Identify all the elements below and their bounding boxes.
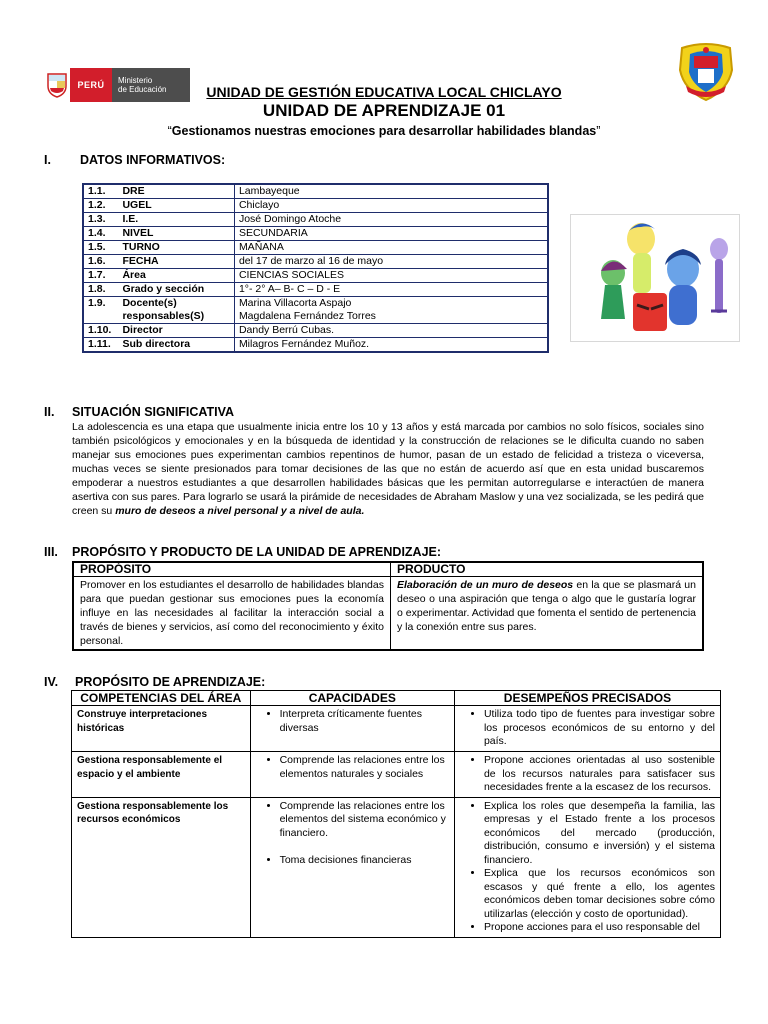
proposito-text: Promover en los estudiantes el desarrollo de habilidades blandas para que puedan gestionar sus emociones pues la economía influye en las necesidades al facilitar la interacción social a través de bienes y servicios, así como del reconocimiento y éxito personal. — [73, 577, 391, 651]
peru-label: PERÚ — [70, 68, 112, 102]
section4-heading — [44, 675, 265, 689]
ministry-line1: Ministerio — [118, 76, 153, 85]
section3-number: III. — [44, 545, 58, 559]
desempenos-cell — [454, 752, 720, 798]
unit-subtitle-text: Gestionamos nuestras emociones para desarrollar habilidades blandas — [171, 124, 597, 138]
section4-title: PROPÓSITO DE APRENDIZAJE: — [75, 675, 266, 689]
datos-row — [83, 241, 548, 255]
competencias-header: COMPETENCIAS DEL ÁREA — [72, 691, 251, 706]
datos-row-label: I.E. — [118, 213, 234, 227]
datos-row-label: Sub directora — [118, 338, 234, 353]
desempeno-item: • Propone acciones orientadas al uso sostenible de los recursos naturales para satisfacer sus necesidades frente a la escasez de los recursos. — [484, 754, 715, 795]
datos-row — [83, 324, 548, 338]
desempenos-header: DESEMPEÑOS PRECISADOS — [454, 691, 720, 706]
datos-row-label: DRE — [118, 184, 234, 199]
datos-row — [83, 227, 548, 241]
desempenos-cell — [454, 797, 720, 937]
datos-row-value: 1°- 2° A– B- C – D - E — [234, 283, 548, 297]
datos-informativos-table — [82, 183, 549, 353]
datos-row — [83, 213, 548, 227]
datos-row-value: Dandy Berrú Cubas. — [234, 324, 548, 338]
datos-row-value: José Domingo Atoche — [234, 213, 548, 227]
datos-row — [83, 255, 548, 269]
datos-row-number: 1.8. — [83, 283, 118, 297]
quote-open: “ — [167, 124, 172, 138]
datos-row-value: CIENCIAS SOCIALES — [234, 269, 548, 283]
section2-heading — [44, 405, 234, 419]
capacidad-item: • Comprende las relaciones entre los elementos naturales y sociales — [280, 754, 449, 781]
capacidad-item: • Comprende las relaciones entre los elementos del sistema económico y financiero. — [280, 800, 449, 841]
section2-number: II. — [44, 405, 55, 419]
capacidad-item: • Interpreta críticamente fuentes diversas — [280, 708, 449, 735]
datos-row-label: FECHA — [118, 255, 234, 269]
producto-header: PRODUCTO — [391, 562, 704, 577]
desempeno-item: • Explica los roles que desempeña la familia, las empresas y el Estado frente a los procesos económicos del mercado (producción, distribución, consumo e inversión) y el sistema financiero. — [484, 800, 715, 868]
proposito-header: PROPÓSITO — [73, 562, 391, 577]
ministry-line2: de Educación — [118, 85, 167, 94]
datos-row-value: del 17 de marzo al 16 de mayo — [234, 255, 548, 269]
datos-row-value: Marina Villacorta Aspajo Magdalena Fernández Torres — [234, 297, 548, 324]
desempeno-item: • Utiliza todo tipo de fuentes para investigar sobre los procesos económicos de su entorno y del país. — [484, 708, 715, 749]
competencia-row — [72, 706, 721, 752]
section3-title: PROPÓSITO Y PRODUCTO DE LA UNIDAD DE APRENDIZAJE: — [72, 545, 442, 559]
section1-title: DATOS INFORMATIVOS: — [80, 153, 226, 167]
datos-row — [83, 297, 548, 324]
ugel-title: UNIDAD DE GESTIÓN EDUCATIVA LOCAL CHICLAYO — [206, 84, 562, 100]
capacidades-cell — [250, 797, 454, 937]
datos-row — [83, 199, 548, 213]
datos-row-value: Chiclayo — [234, 199, 548, 213]
situacion-text-bold: muro de deseos a nivel personal y a nivel de aula. — [115, 505, 365, 517]
unit-subtitle — [0, 124, 768, 138]
datos-row-number: 1.5. — [83, 241, 118, 255]
datos-row-label: Docente(s) responsables(S) — [118, 297, 234, 324]
section2-title: SITUACIÓN SIGNIFICATIVA — [72, 405, 235, 419]
datos-row-number: 1.4. — [83, 227, 118, 241]
section4-number: IV. — [44, 675, 59, 689]
competencia-name: Construye interpretaciones históricas — [72, 706, 251, 752]
inside-out-characters-image — [570, 214, 740, 342]
datos-row — [83, 184, 548, 199]
datos-row-label: TURNO — [118, 241, 234, 255]
datos-row-label: UGEL — [118, 199, 234, 213]
desempeno-item: • Explica que los recursos económicos son escasos y qué frente a ello, los agentes económicos deben tomar decisiones sobre cómo utilizarlas (elección y costo de oportunidad). — [484, 867, 715, 921]
competencia-row — [72, 752, 721, 798]
datos-row-value: MAÑANA — [234, 241, 548, 255]
section3-heading — [44, 545, 441, 559]
datos-row-value: SECUNDARIA — [234, 227, 548, 241]
datos-row-label: Área — [118, 269, 234, 283]
producto-cell — [391, 577, 704, 651]
competencia-name: Gestiona responsablemente el espacio y el ambiente — [72, 752, 251, 798]
datos-row-number: 1.3. — [83, 213, 118, 227]
datos-row-label: Grado y sección — [118, 283, 234, 297]
situacion-text: La adolescencia es una etapa que usualmente inicia entre los 10 y 13 años y está marcada por cambios no solo físicos, sociales sino también psicológicos y emocionales y en la búsqueda de identidad y la construcción de relaciones se le dificulta cuando no saben manejar sus emociones pues experimentan cambios repentinos de humor, pasan de un estado de felicidad a tristeza o viceversa, muchas veces se siente presionados para tomar decisiones de las que no están de acuerdo así que en esta unidad buscaremos empoderar a nuestros estudiantes a que desarrollen habilidades básicas que les permitan autorregularse e interactúen de manera asertiva con sus pares. Para lograrlo se usará la pirámide de necesidades de Abraham Maslow y una vez socializada, se les pedirá que creen su — [72, 421, 704, 517]
unit-title: UNIDAD DE APRENDIZAJE 01 — [262, 101, 506, 120]
situacion-significativa-text — [72, 420, 704, 518]
datos-row-value: Milagros Fernández Muñoz. — [234, 338, 548, 353]
datos-row-number: 1.9. — [83, 297, 118, 324]
datos-row-number: 1.10. — [83, 324, 118, 338]
desempenos-cell — [454, 706, 720, 752]
desempeno-item: • Propone acciones para el uso responsable del — [484, 921, 715, 935]
producto-text: en la que se plasmará un deseo o una aspiración que tenga o algo que le gustaría lograr o experimentar. Actividad que fomenta el sentido de pertenencia y la conexión entre sus pares. — [397, 579, 696, 633]
datos-row-number: 1.2. — [83, 199, 118, 213]
quote-close: ” — [596, 124, 601, 138]
datos-row-number: 1.7. — [83, 269, 118, 283]
datos-row — [83, 338, 548, 353]
datos-row — [83, 269, 548, 283]
datos-row-label: Director — [118, 324, 234, 338]
proposito-producto-table — [72, 561, 704, 651]
datos-row — [83, 283, 548, 297]
datos-row-label: NIVEL — [118, 227, 234, 241]
competencia-name: Gestiona responsablemente los recursos económicos — [72, 797, 251, 937]
capacidades-header: CAPACIDADES — [250, 691, 454, 706]
competencia-row — [72, 797, 721, 937]
datos-row-value: Lambayeque — [234, 184, 548, 199]
datos-row-number: 1.11. — [83, 338, 118, 353]
capacidades-cell — [250, 752, 454, 798]
datos-row-number: 1.1. — [83, 184, 118, 199]
producto-text-bold: Elaboración de un muro de deseos — [397, 579, 574, 591]
section1-heading — [44, 153, 225, 167]
proposito-aprendizaje-table — [71, 690, 721, 938]
capacidad-item: • Toma decisiones financieras — [280, 854, 449, 868]
capacidades-cell — [250, 706, 454, 752]
section1-number: I. — [44, 153, 51, 167]
datos-row-number: 1.6. — [83, 255, 118, 269]
